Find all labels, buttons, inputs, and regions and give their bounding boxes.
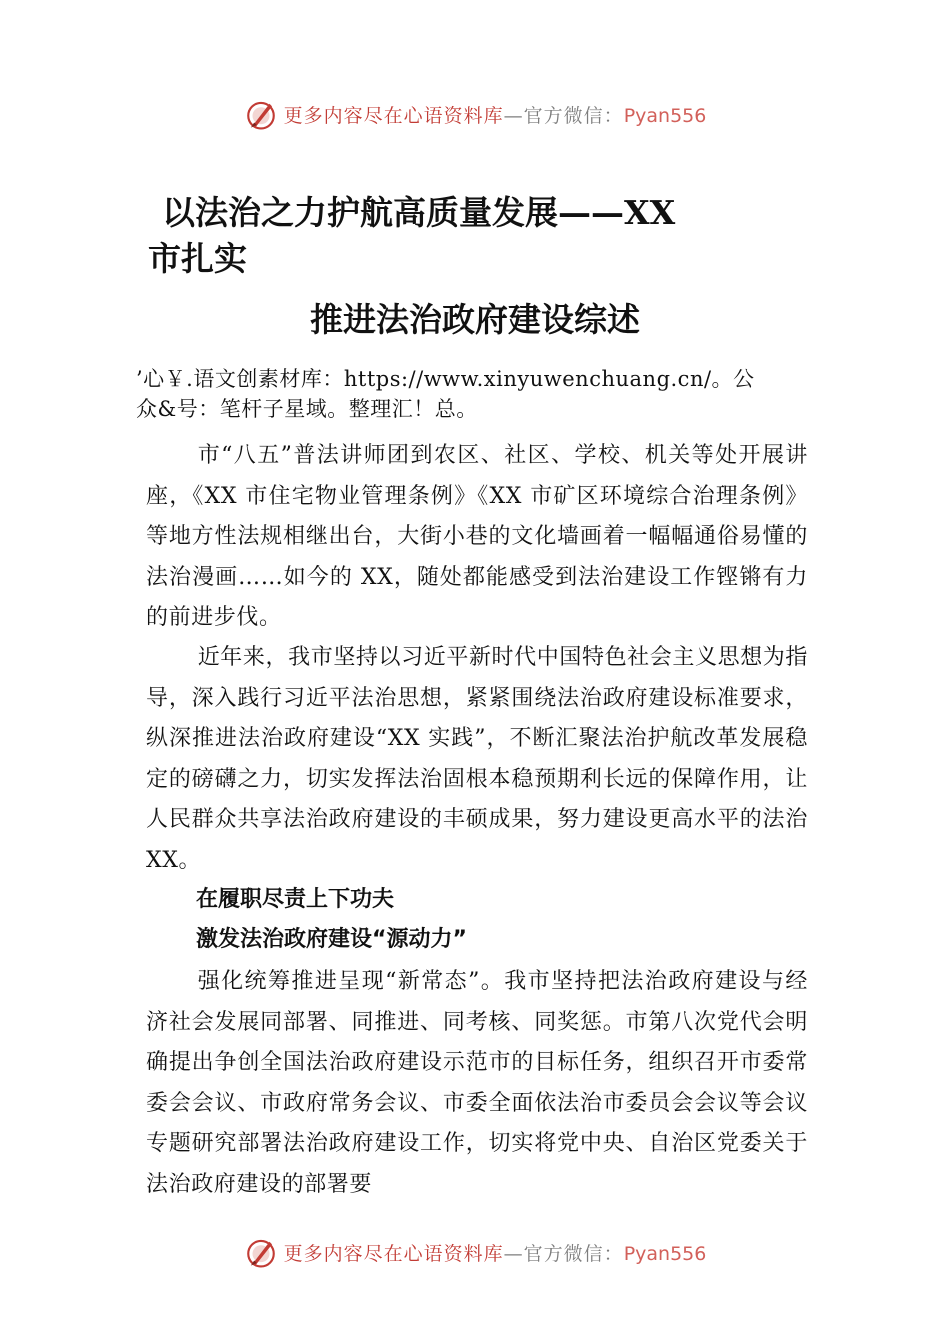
quill-logo-icon [244,97,278,131]
document-title [148,190,848,282]
source-note [136,364,836,424]
banner-text: 更多内容尽在心语资料库—官方微信：Pyan556 [283,104,707,127]
source-line-2: 众&号：笔杆子星域。整理汇！总。 [136,397,478,421]
paragraph-3: 强化统筹推进呈现“新常态”。我市坚持把法治政府建设与经济社会发展同部署、同推进、同考核、同奖惩。市第八次党代会明确提出争创全国法治政府建设示范市的目标任务，组织召开市委常委会会议、市政府常务会议、市委全面依法治市委员会会议等会议专题研究部署法治政府建设工作，切实将党中央、自治区党委关于法治政府建设的部署要 [146,969,808,1197]
footer-watermark-banner [0,1232,950,1272]
section-heading-2: 激发法治政府建设“源动力” [196,927,467,952]
source-line-1: ’心￥.语文创素材库：https://www.xinyuwenchuang.cn/。公 [136,367,755,391]
quill-logo-icon [244,1235,278,1269]
paragraph-2: 近年来，我市坚持以习近平新时代中国特色社会主义思想为指导，深入践行习近平法治思想，紧紧围绕法治政府建设标准要求，纵深推进法治政府建设“XX 实践”，不断汇聚法治护航改革发展稳定的磅礴之力，切实发挥法治固根本稳预期利长远的保障作用，让人民群众共享法治政府建设的丰硕成果，努力建设更高水平的法治 XX。 [146,645,808,873]
banner-text: 更多内容尽在心语资料库—官方微信：Pyan556 [283,1242,707,1265]
paragraph-1: 市“八五”普法讲师团到农区、社区、学校、机关等处开展讲座，《XX 市住宅物业管理条例》《XX 市矿区环境综合治理条例》等地方性法规相继出台，大街小巷的文化墙画着一幅幅通俗易懂的法治漫画……如今的 XX，随处都能感受到法治建设工作铿锵有力的前进步伐。 [146,443,808,630]
document-subtitle: 推进法治政府建设综述 [310,300,640,339]
title-line-1: 以法治之力护航高质量发展——XX [162,193,676,232]
header-watermark-banner [0,94,950,134]
title-line-2: 市扎实 [148,239,247,278]
section-heading-1: 在履职尽责上下功夫 [196,887,395,912]
